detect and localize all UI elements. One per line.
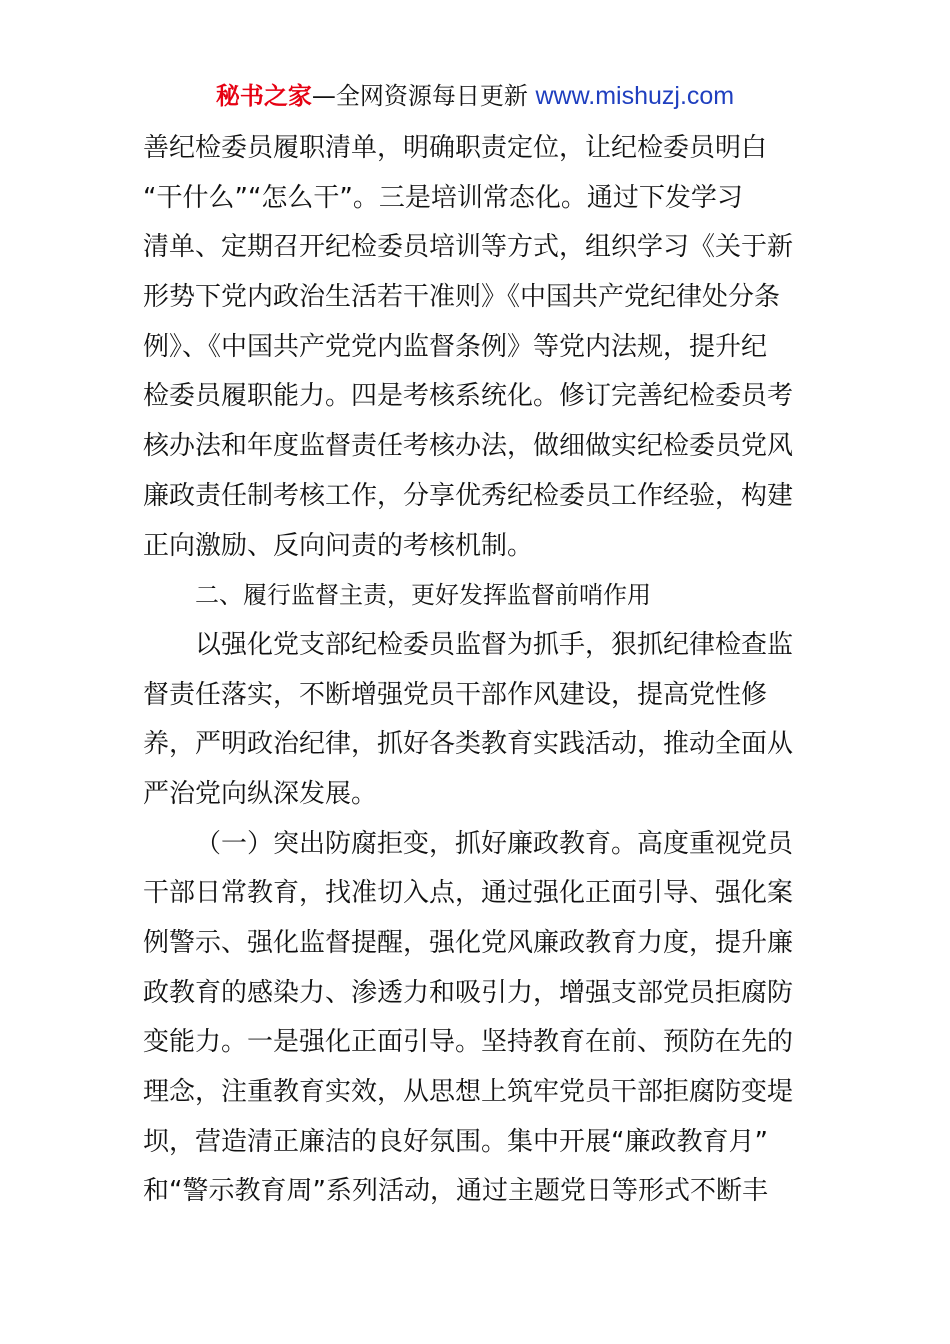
text-line: 理念，注重教育实效，从思想上筑牢党员干部拒腐防变堤 (143, 1077, 794, 1108)
text-line: 干部日常教育，找准切入点，通过强化正面引导、强化案 (143, 878, 794, 909)
site-header (0, 78, 950, 114)
text-line: 以强化党支部纪检委员监督为抓手，狠抓纪律检查监 (195, 629, 794, 660)
text-line: 清单、定期召开纪检委员培训等方式，组织学习《关于新 (143, 232, 794, 263)
text-line: 督责任落实，不断增强党员干部作风建设，提高党性修 (143, 679, 768, 710)
text-line: 政教育的感染力、渗透力和吸引力，增强支部党员拒腐防 (143, 977, 794, 1008)
document-body (143, 124, 808, 1217)
text-line: 正向激励、反向问责的考核机制。 (143, 530, 534, 561)
text-line: 形势下党内政治生活若干准则》《中国共产党纪律处分条 (143, 282, 781, 313)
section-heading: 二、履行监督主责，更好发挥监督前哨作用 (195, 581, 651, 610)
text-line: 例》、《中国共产党党内监督条例》等党内法规，提升纪 (143, 331, 768, 362)
text-line: “干什么”“怎么干”。三是培训常态化。通过下发学习 (143, 182, 743, 213)
text-line: 善纪检委员履职清单，明确职责定位，让纪检委员明白 (143, 133, 768, 163)
text-line: 例警示、强化监督提醒，强化党风廉政教育力度，提升廉 (143, 928, 794, 958)
brand-name: 秘书之家 (215, 82, 312, 110)
text-line: 检委员履职能力。四是考核系统化。修订完善纪检委员考 (143, 381, 794, 412)
text-line: （一）突出防腐拒变，抓好廉政教育。高度重视党员 (195, 828, 794, 859)
site-url[interactable]: www.mishuzj.com (535, 82, 735, 110)
text-line: 严治党向纵深发展。 (143, 778, 378, 809)
text-line: 和“警示教育周”系列活动，通过主题党日等形式不断丰 (143, 1176, 768, 1207)
header-tagline: —全网资源每日更新 (311, 82, 536, 110)
text-line: 养，严明政治纪律，抓好各类教育实践活动，推动全面从 (143, 729, 794, 760)
text-line: 变能力。一是强化正面引导。坚持教育在前、预防在先的 (143, 1027, 794, 1058)
text-line: 坝，营造清正廉洁的良好氛围。集中开展“廉政教育月” (143, 1126, 768, 1157)
text-line: 核办法和年度监督责任考核办法，做细做实纪检委员党风 (143, 431, 794, 462)
text-line: 廉政责任制考核工作，分享优秀纪检委员工作经验，构建 (143, 480, 794, 511)
